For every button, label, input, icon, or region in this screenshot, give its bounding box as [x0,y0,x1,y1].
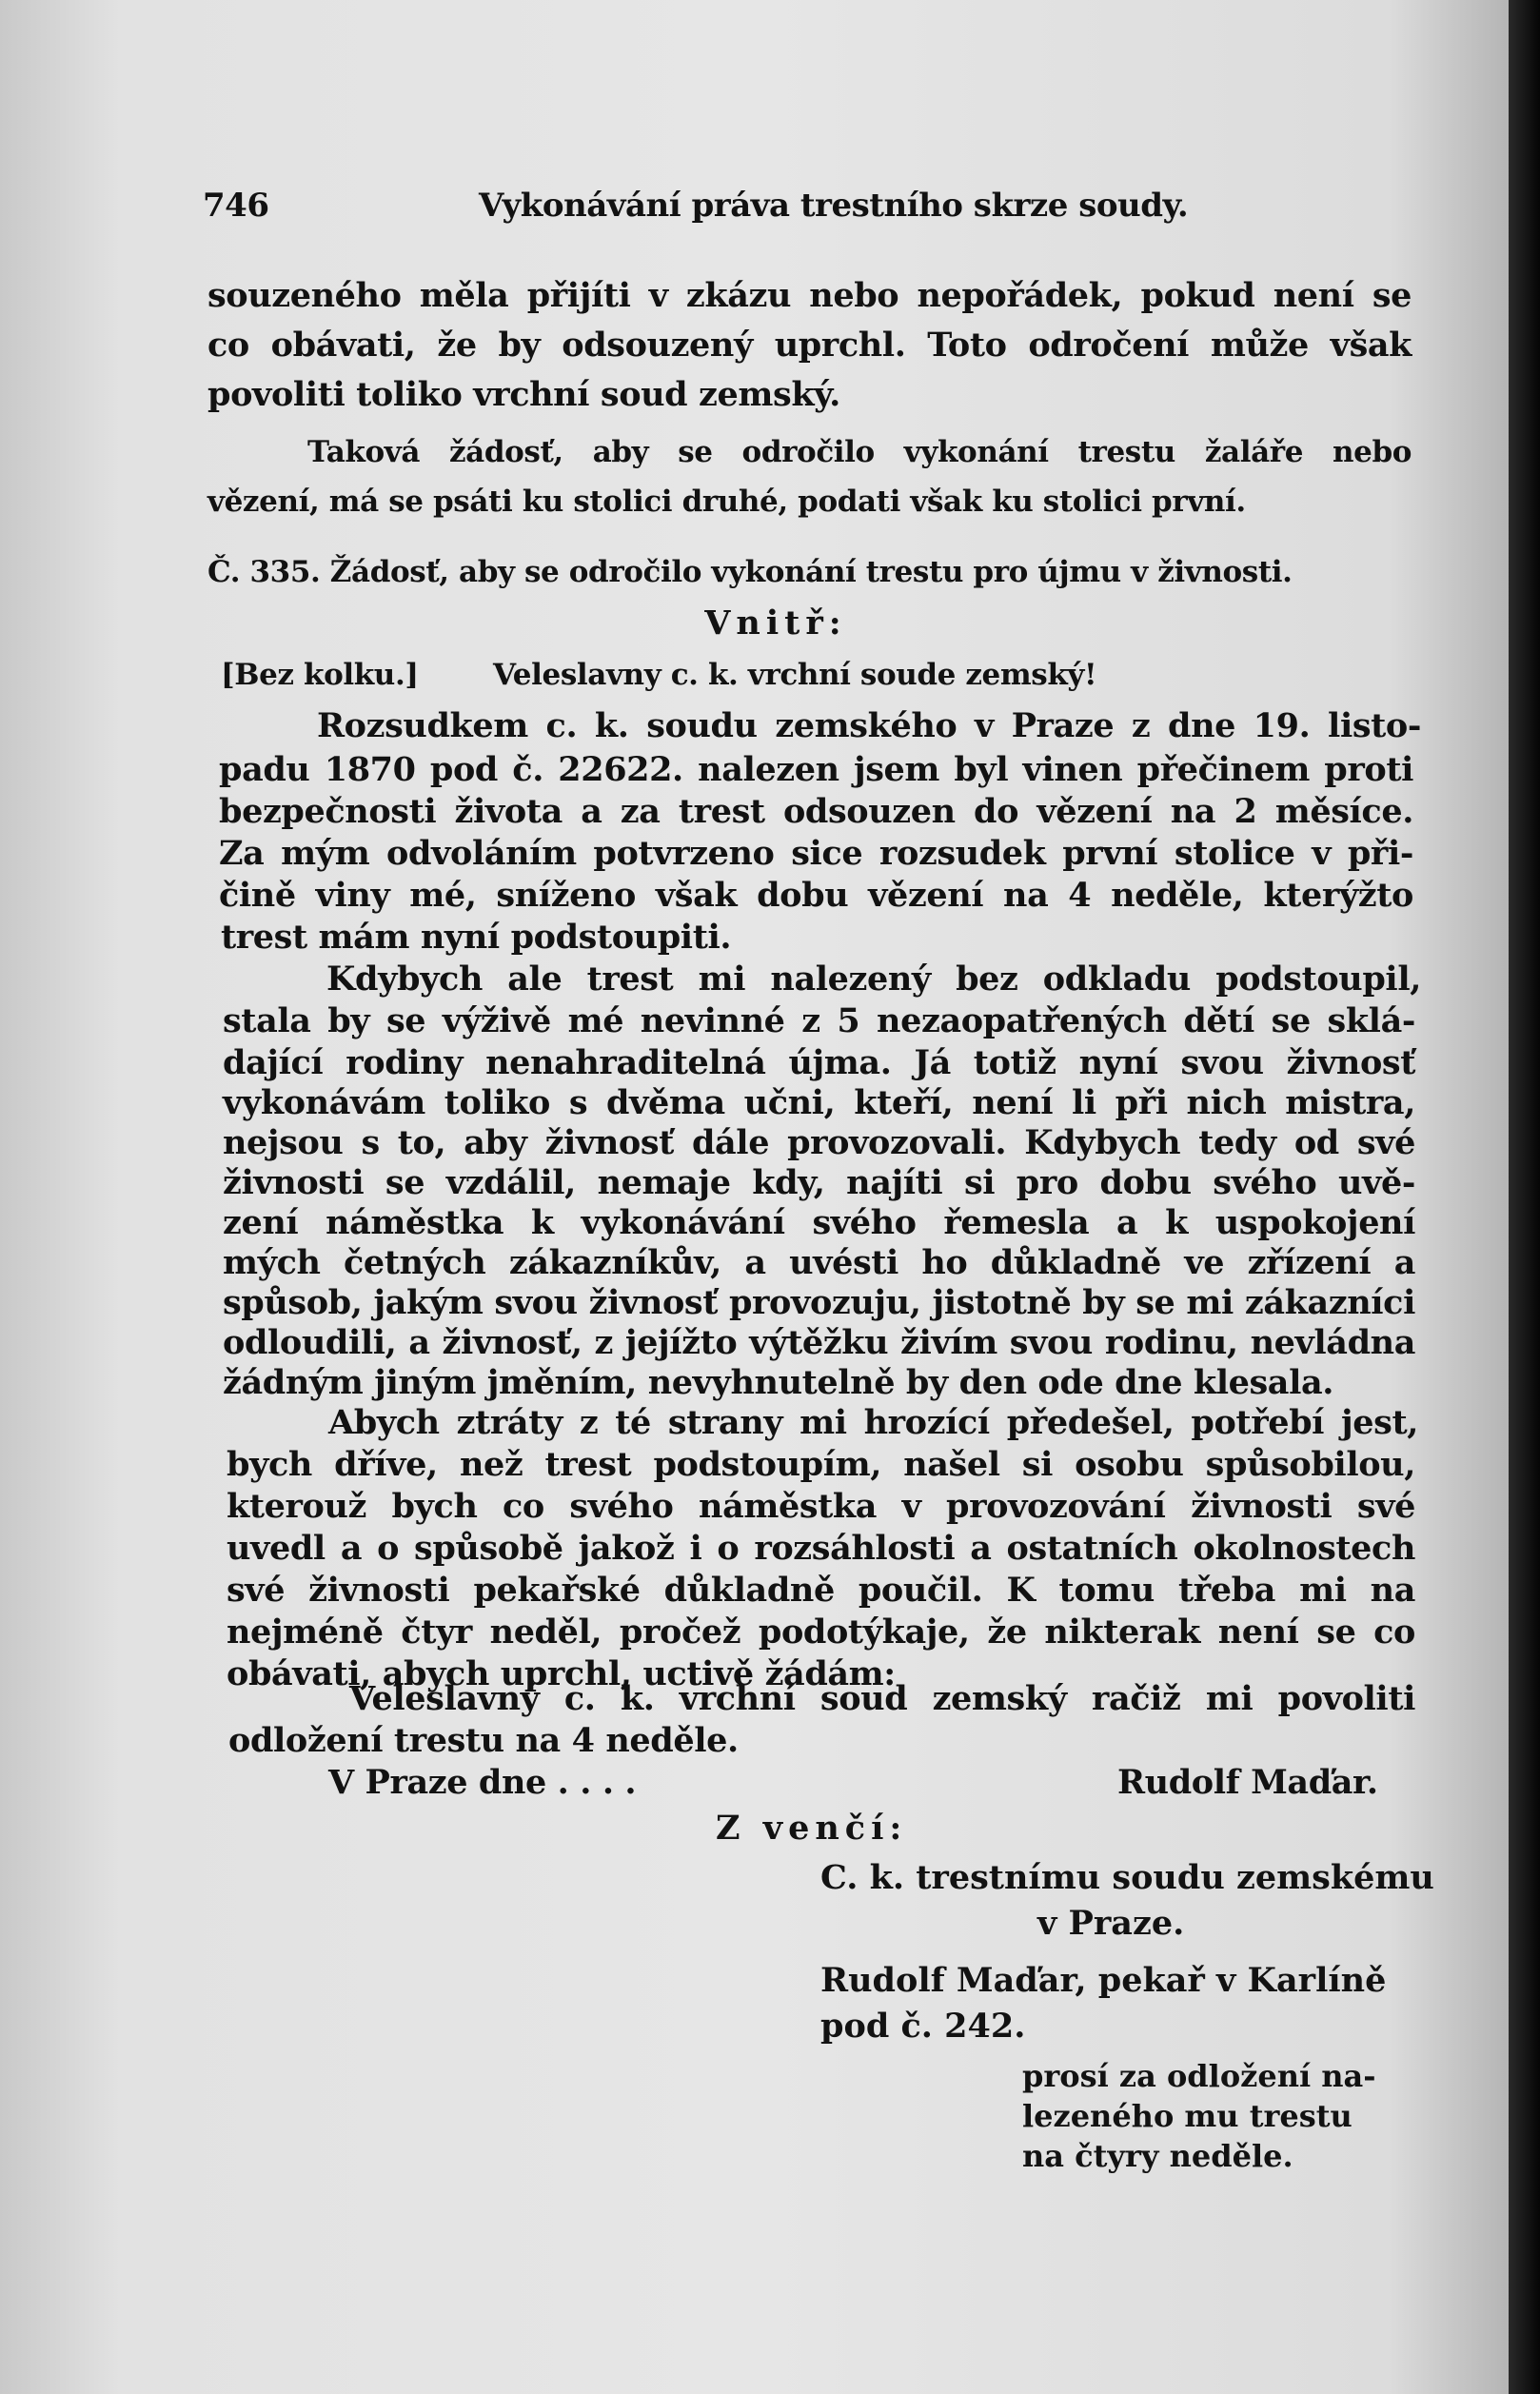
text-line: padu 1870 pod č. 22622. nalezen jsem byl vinen přečinem proti [219,750,1413,789]
text-line: Taková žádosť, aby se odročilo vykonání trestu žaláře nebo [307,435,1412,469]
text-line: zení náměstka k vykonávání svého řemesla a k uspokojení [223,1203,1415,1242]
running-title: Vykonávání práva trestního skrze soudy. [479,187,1189,225]
text-line: Kdybych ale trest mi nalezený bez odkladu podstoupil, [326,960,1421,999]
text-line: bych dříve, než trest podstoupím, našel si osobu spůsobilou, [227,1445,1415,1484]
text-line: Veleslavný c. k. vrchní soud zemský račiž mi povoliti [349,1679,1415,1718]
outer-address-line: v Praze. [1037,1904,1185,1943]
book-gutter [1509,0,1540,2394]
text-line: uvedl a o spůsobě jakož i o rozsáhlosti a ostatních okolnostech [227,1529,1415,1568]
section-heading: Č. 335. Žádosť, aby se odročilo vykonání trestu pro újmu v živnosti. [207,555,1293,589]
request-line: na čtyry neděle. [1022,2138,1293,2174]
text-line: dající rodiny nenahraditelná újma. Já totiž nyní svou živnosť [223,1043,1415,1082]
text-line: nejméně čtyr neděl, pročež podotýkaje, že nikterak není se co [227,1612,1415,1652]
text-line: stala by se výživě mé nevinné z 5 nezaopatřených dětí se sklá- [223,1001,1415,1040]
text-line: mých četných zákazníkův, a uvésti ho důkladně ve zřízení a [223,1243,1415,1282]
request-line: prosí za odložení na- [1022,2058,1376,2094]
text-line: bezpečnosti života a za trest odsouzen do vězení na 2 měsíce. [219,792,1413,831]
text-line: nejsou s to, aby živnosť dále provozovali. Kdybych tedy od své [223,1123,1415,1162]
page-number: 746 [203,187,269,225]
text-line: povoliti toliko vrchní soud zemský. [207,375,840,414]
text-line: co obávati, že by odsouzený uprchl. Toto odročení může však [207,326,1412,365]
text-line: Za mým odvoláním potvrzeno sice rozsudek první stolice v při- [219,834,1413,873]
text-line: své živnosti pekařské důkladně poučil. K tomu třeba mi na [227,1571,1415,1610]
outer-label: Z venčí: [716,1809,908,1848]
text-line: spůsob, jakým svou živnosť provozuju, jistotně by se mi zákazníci [223,1283,1415,1322]
text-line: kterouž bych co svého náměstka v provozování živnosti své [227,1487,1415,1526]
outer-address-line: C. k. trestnímu soudu zemskému [820,1858,1434,1897]
petitioner-line: Rudolf Maďar, pekař v Karlíně [820,1961,1387,2000]
text-line: odloudili, a živnosť, z jejížto výtěžku živím svou rodinu, nevládna [223,1323,1415,1362]
petitioner-line: pod č. 242. [820,2007,1026,2046]
text-line: živnosti se vzdálil, nemaje kdy, najíti si pro dobu svého uvě- [223,1163,1415,1202]
running-header [203,187,1402,228]
text-line: Abych ztráty z té strany mi hrozící předešel, potřebí jest, [328,1403,1418,1442]
place-date: V Praze dne . . . . [328,1763,637,1802]
stamp-note: [Bez kolku.] [221,658,419,692]
text-line: čině viny mé, sníženo však dobu vězení na 4 neděle, kterýžto [219,876,1413,915]
text-line: souzeného měla přijíti v zkázu nebo nepořádek, pokud není se [207,276,1412,315]
inner-label: Vnitř: [704,603,847,643]
text-line: Rozsudkem c. k. soudu zemského v Praze z dne 19. listo- [317,706,1421,745]
text-line: žádným jiným jměním, nevyhnutelně by den ode dne klesala. [223,1363,1334,1402]
signature: Rudolf Maďar. [1117,1763,1378,1802]
text-line: trest mám nyní podstoupiti. [221,918,732,957]
salutation: Veleslavny c. k. vrchní soude zemský! [493,658,1097,692]
request-line: lezeného mu trestu [1022,2098,1352,2134]
text-line: vězení, má se psáti ku stolici druhé, podati však ku stolici první. [207,485,1246,519]
text-line: vykonávám toliko s dvěma učni, kteří, není li při nich mistra, [223,1083,1415,1122]
text-line: obávati, abych uprchl, uctivě žádám: [227,1654,896,1693]
text-line: odložení trestu na 4 neděle. [228,1721,739,1760]
